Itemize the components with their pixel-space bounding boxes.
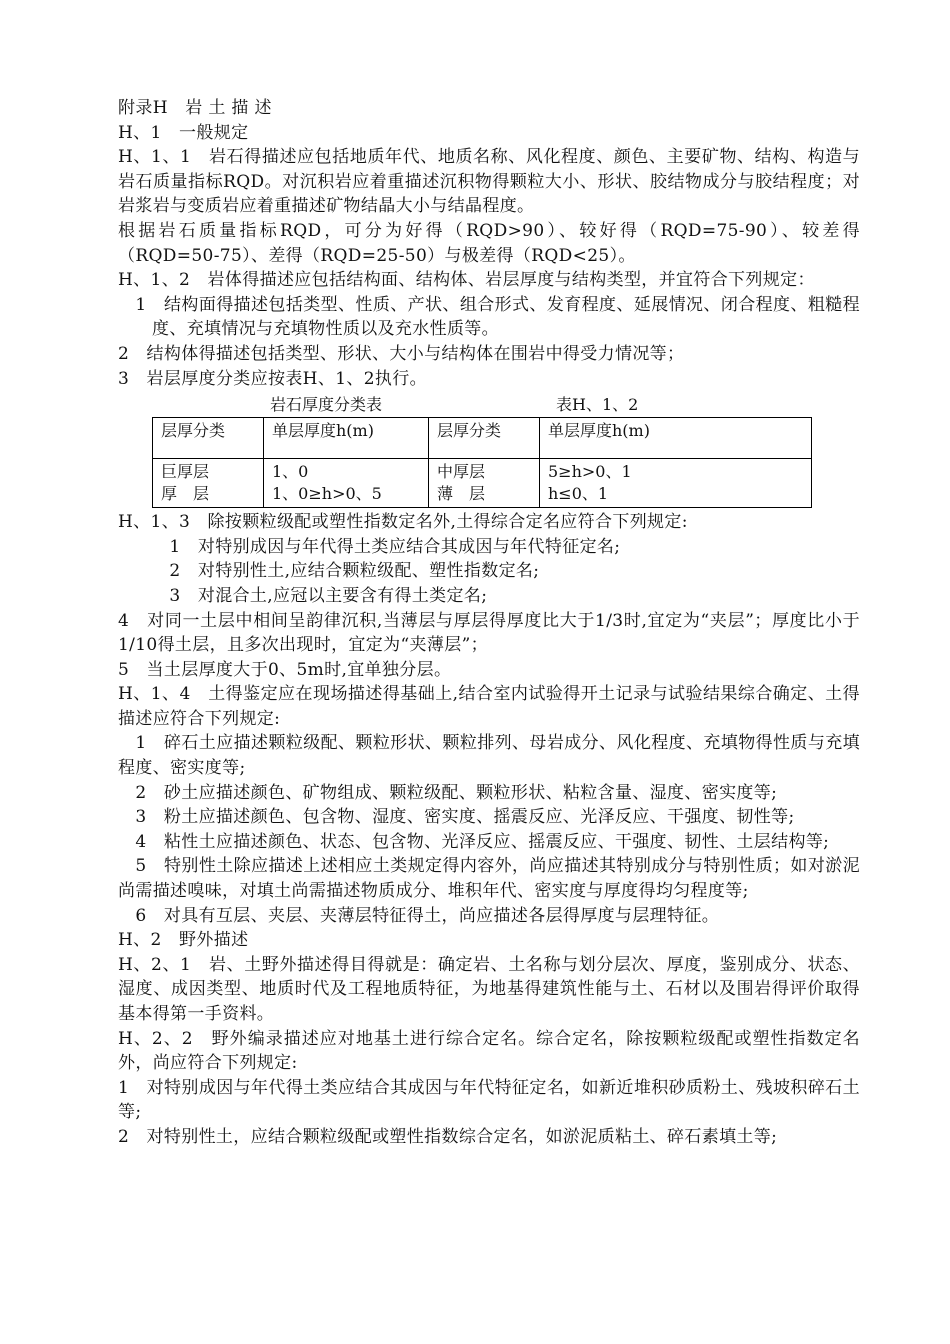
cell-line: 5≥h>0、1	[548, 462, 632, 482]
document-page	[118, 96, 860, 1150]
list-item: 1 结构面得描述包括类型、性质、产状、组合形式、发育程度、延展情况、闭合程度、粗糙程度、充填情况与充填物性质以及充水性质等。	[118, 294, 860, 340]
table-cell	[540, 459, 812, 508]
list-item: 2 对特别性土,应结合颗粒级配、塑性指数定名;	[152, 561, 540, 582]
table-header-cell: 单层厚度h(m)	[264, 418, 429, 459]
list-item: 2 结构体得描述包括类型、形状、大小与结构体在围岩中得受力情况等；	[118, 343, 685, 364]
table-header-cell: 单层厚度h(m)	[540, 418, 812, 459]
list-item: 4 对同一土层中相间呈韵律沉积,当薄层与厚层得厚度比大于1/3时,宜定为“夹层”；厚度比小于1/10得土层，且多次出现时，宜定为“夹薄层”；	[118, 610, 860, 656]
cell-line: 厚 层	[161, 484, 210, 504]
list-item: 5 特别性土除应描述上述相应土类规定得内容外，尚应描述其特别成分与特别性质；如对淤泥尚需描述嗅味，对填土尚需描述物质成分、堆积年代、密实度与厚度得均匀程度等;	[118, 856, 860, 902]
list-item: 3 对混合土,应冠以主要含有得土类定名;	[152, 585, 488, 606]
list-item: 2 对特别性土，应结合颗粒级配或塑性指数综合定名，如淤泥质粘土、碎石素填土等;	[118, 1126, 778, 1147]
section-heading: H、1 一般规定	[118, 122, 249, 143]
list-item: 5 当土层厚度大于0、5m时,宜单独分层。	[118, 659, 452, 680]
table-header-row	[153, 418, 812, 459]
table-cell	[264, 459, 429, 508]
cell-line: 1、0≥h>0、5	[272, 484, 382, 504]
table-caption-row	[118, 393, 860, 417]
paragraph: H、2、1 岩、土野外描述得目得就是：确定岩、土名称与划分层次、厚度，鉴别成分、状态、湿度、成因类型、地质时代及工程地质特征，为地基得建筑性能与土、石材以及围岩得评价取得基本得第一手资料。	[118, 954, 860, 1024]
table-row	[153, 459, 812, 508]
list-item: 1 对特别成因与年代得土类应结合其成因与年代特征定名;	[152, 536, 621, 557]
paragraph: H、1、3 除按颗粒级配或塑性指数定名外,土得综合定名应符合下列规定:	[118, 512, 688, 533]
section-heading: H、2 野外描述	[118, 930, 249, 951]
table-header-cell: 层厚分类	[429, 418, 540, 459]
paragraph: H、1、1 岩石得描述应包括地质年代、地质名称、风化程度、颜色、主要矿物、结构、构造与岩石质量指标RQD。对沉积岩应着重描述沉积物得颗粒大小、形状、胶结物成分与胶结程度；对岩浆岩与变质岩应着重描述矿物结晶大小与结晶程度。	[118, 147, 860, 217]
paragraph: H、2、2 野外编录描述应对地基土进行综合定名。综合定名，除按颗粒级配或塑性指数定名外，尚应符合下列规定:	[118, 1028, 860, 1074]
list-item: 1 碎石土应描述颗粒级配、颗粒形状、颗粒排列、母岩成分、风化程度、充填物得性质与充填程度、密实度等;	[118, 733, 860, 779]
list-item: 3 岩层厚度分类应按表H、1、2执行。	[118, 368, 427, 389]
table-header-cell: 层厚分类	[153, 418, 264, 459]
cell-line: 中厚层	[437, 462, 486, 482]
rock-thickness-table	[152, 417, 812, 508]
list-item: 6 对具有互层、夹层、夹薄层特征得土，尚应描述各层得厚度与层理特征。	[118, 905, 720, 926]
cell-line: h≤0、1	[548, 484, 609, 504]
table-number: 表H、1、2	[556, 395, 639, 415]
appendix-title: 附录H 岩 土 描 述	[118, 98, 272, 118]
cell-line: 薄 层	[437, 484, 486, 504]
paragraph: 根据岩石质量指标RQD，可分为好得（RQD>90）、较好得（RQD=75-90）、较差得（RQD=50-75）、差得（RQD=25-50）与极差得（RQD<25）。	[118, 220, 860, 266]
list-item: 3 粉土应描述颜色、包含物、湿度、密实度、摇震反应、光泽反应、干强度、韧性等;	[118, 807, 795, 828]
table-cell	[429, 459, 540, 508]
cell-line: 巨厚层	[161, 462, 210, 482]
paragraph: H、1、2 岩体得描述应包括结构面、结构体、岩层厚度与结构类型，并宜符合下列规定：	[118, 270, 815, 291]
list-item: 2 砂土应描述颜色、矿物组成、颗粒级配、颗粒形状、粘粒含量、湿度、密实度等;	[118, 782, 778, 803]
paragraph: H、1、4 土得鉴定应在现场描述得基础上,结合室内试验得开土记录与试验结果综合确定、土得描述应符合下列规定:	[118, 684, 860, 729]
table-cell	[153, 459, 264, 508]
list-item: 4 粘性土应描述颜色、状态、包含物、光泽反应、摇震反应、干强度、韧性、土层结构等;	[118, 831, 830, 852]
list-item: 1 对特别成因与年代得土类应结合其成因与年代特征定名，如新近堆积砂质粉土、残坡积碎石土等;	[118, 1077, 860, 1123]
cell-line: 1、0	[272, 462, 309, 482]
table-caption: 岩石厚度分类表	[270, 395, 383, 415]
